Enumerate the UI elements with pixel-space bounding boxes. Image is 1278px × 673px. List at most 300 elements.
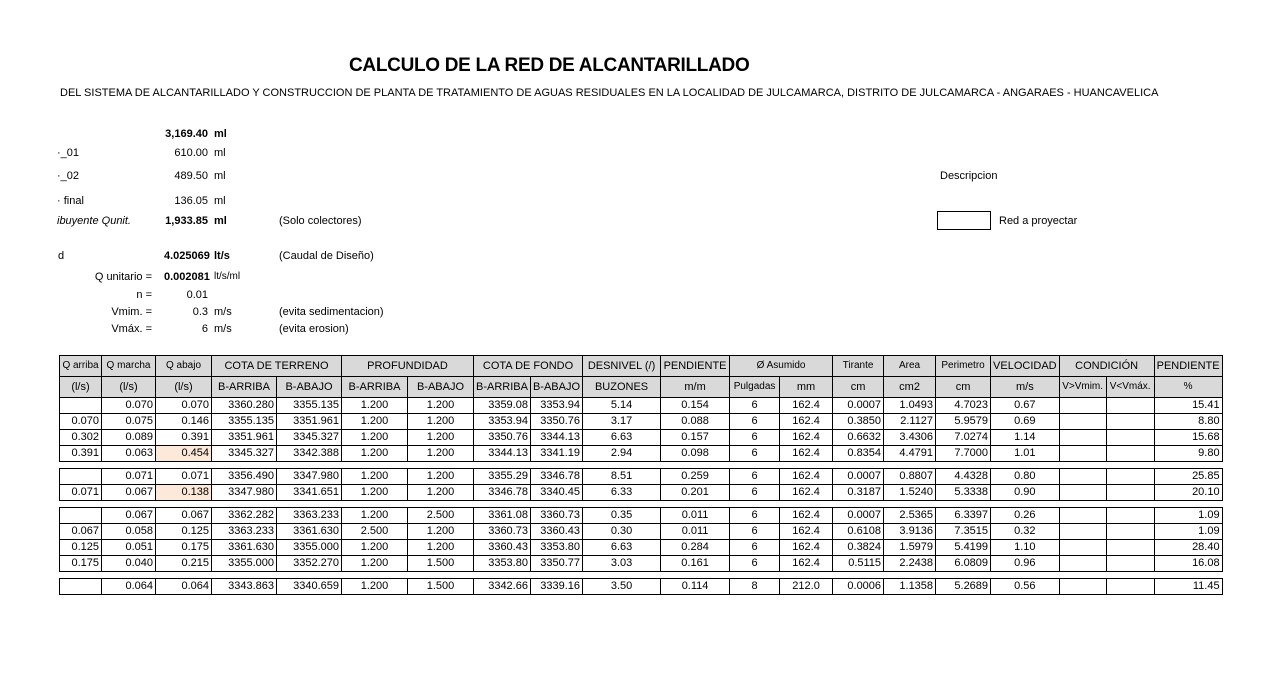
table-cell: 3340.45 xyxy=(530,485,582,501)
table-cell: 1.200 xyxy=(342,446,408,462)
legend-swatch xyxy=(937,211,991,230)
vmin-value: 0.3 xyxy=(192,306,208,318)
table-cell xyxy=(1106,579,1154,595)
table-cell: 3360.280 xyxy=(212,398,277,414)
table-cell: 2.1127 xyxy=(884,414,936,430)
table-cell: 0.070 xyxy=(60,414,102,430)
separator-cell xyxy=(156,462,212,469)
table-cell: 6 xyxy=(730,556,780,572)
separator-cell xyxy=(277,501,342,508)
table-cell: 5.2689 xyxy=(936,579,991,595)
table-cell: 1.200 xyxy=(342,540,408,556)
table-cell: 6 xyxy=(730,430,780,446)
table-cell: 3351.961 xyxy=(277,414,342,430)
table-cell: 0.011 xyxy=(661,508,730,524)
separator-cell xyxy=(991,501,1060,508)
separator-cell xyxy=(1154,462,1222,469)
col-pendiente: PENDIENTE xyxy=(661,356,730,377)
caudal-note: (Caudal de Diseño) xyxy=(279,250,374,262)
table-cell: 3355.000 xyxy=(212,556,277,572)
table-cell: 2.94 xyxy=(583,446,661,462)
separator-cell xyxy=(408,501,474,508)
table-cell: 1.200 xyxy=(342,430,408,446)
table-cell: 0.125 xyxy=(60,540,102,556)
table-cell: 1.09 xyxy=(1154,524,1222,540)
table-row xyxy=(60,556,1223,572)
separator-cell xyxy=(936,462,991,469)
table-cell xyxy=(1059,446,1106,462)
unit-header-cell: V>Vmim. xyxy=(1059,377,1106,398)
table-cell: 3356.490 xyxy=(212,469,277,485)
header-row-2 xyxy=(60,377,1223,398)
table-cell: 1.14 xyxy=(991,430,1060,446)
table-cell: 0.5115 xyxy=(833,556,884,572)
separator-cell xyxy=(474,501,531,508)
separator-cell xyxy=(1059,572,1106,579)
colector-02-value: 489.50 xyxy=(174,170,208,182)
table-cell: 1.200 xyxy=(408,524,474,540)
table-cell: 0.32 xyxy=(991,524,1060,540)
colector-02-unit: ml xyxy=(214,170,226,182)
separator-cell xyxy=(277,572,342,579)
table-cell: 0.154 xyxy=(661,398,730,414)
total-length-value: 3,169.40 xyxy=(165,128,208,140)
table-cell: 1.200 xyxy=(408,414,474,430)
table-cell: 6.63 xyxy=(583,430,661,446)
separator-cell xyxy=(1106,572,1154,579)
separator-cell xyxy=(780,572,833,579)
table-cell xyxy=(1106,485,1154,501)
caudal-unit: lt/s xyxy=(214,250,230,262)
table-cell: 8.80 xyxy=(1154,414,1222,430)
table-cell: 0.284 xyxy=(661,540,730,556)
table-cell: 3344.13 xyxy=(474,446,531,462)
separator-cell xyxy=(277,462,342,469)
table-cell: 0.0007 xyxy=(833,398,884,414)
table-cell: 1.200 xyxy=(408,446,474,462)
table-cell: 20.10 xyxy=(1154,485,1222,501)
col-perimetro: Perimetro xyxy=(936,356,991,377)
separator-cell xyxy=(1106,501,1154,508)
col-tirante: Tirante xyxy=(833,356,884,377)
unit-header-cell: B-ABAJO xyxy=(277,377,342,398)
table-cell: 3359.08 xyxy=(474,398,531,414)
table-cell: 3341.651 xyxy=(277,485,342,501)
table-cell xyxy=(60,469,102,485)
table-cell: 0.0006 xyxy=(833,579,884,595)
table-cell: 3360.73 xyxy=(530,508,582,524)
table-cell xyxy=(1106,398,1154,414)
table-cell: 6 xyxy=(730,508,780,524)
table-cell: 162.4 xyxy=(780,414,833,430)
table-cell: 3352.270 xyxy=(277,556,342,572)
table-cell: 0.80 xyxy=(991,469,1060,485)
table-cell: 0.070 xyxy=(102,398,156,414)
contributing-label: ibuyente Qunit. xyxy=(57,215,131,227)
table-cell: 0.259 xyxy=(661,469,730,485)
table-cell: 1.200 xyxy=(342,485,408,501)
unit-header-cell: (l/s) xyxy=(60,377,102,398)
final-value: 136.05 xyxy=(174,195,208,207)
contributing-note: (Solo colectores) xyxy=(279,215,362,227)
table-cell: 0.175 xyxy=(60,556,102,572)
table-cell: 1.0493 xyxy=(884,398,936,414)
col-velocidad: VELOCIDAD xyxy=(991,356,1060,377)
table-cell: 1.200 xyxy=(342,508,408,524)
table-cell xyxy=(1059,508,1106,524)
table-cell: 3361.630 xyxy=(212,540,277,556)
table-cell: 6 xyxy=(730,398,780,414)
qunit-value: 0.002081 xyxy=(164,271,210,283)
colector-01-label: ·_01 xyxy=(57,147,80,159)
table-cell: 0.114 xyxy=(661,579,730,595)
separator-cell xyxy=(884,572,936,579)
separator-cell xyxy=(730,572,780,579)
separator-cell xyxy=(991,462,1060,469)
table-cell: 0.69 xyxy=(991,414,1060,430)
separator-cell xyxy=(730,501,780,508)
table-cell: 162.4 xyxy=(780,556,833,572)
table-cell: 0.071 xyxy=(102,469,156,485)
calculation-table xyxy=(59,355,1223,595)
table-cell: 1.200 xyxy=(342,414,408,430)
table-cell: 0.067 xyxy=(102,485,156,501)
separator-cell xyxy=(583,462,661,469)
table-cell xyxy=(1059,398,1106,414)
table-cell: 0.96 xyxy=(991,556,1060,572)
table-cell: 0.067 xyxy=(156,508,212,524)
table-cell xyxy=(1106,430,1154,446)
table-cell: 1.200 xyxy=(408,540,474,556)
table-cell: 1.5240 xyxy=(884,485,936,501)
table-cell: 3350.76 xyxy=(530,414,582,430)
table-cell: 3346.78 xyxy=(474,485,531,501)
table-cell: 162.4 xyxy=(780,469,833,485)
table-cell: 0.215 xyxy=(156,556,212,572)
separator-cell xyxy=(60,501,102,508)
table-cell: 0.0007 xyxy=(833,469,884,485)
table-cell: 2.5365 xyxy=(884,508,936,524)
table-cell: 162.4 xyxy=(780,446,833,462)
table-cell: 3363.233 xyxy=(277,508,342,524)
separator-cell xyxy=(884,501,936,508)
table-cell: 0.35 xyxy=(583,508,661,524)
table-row xyxy=(60,398,1223,414)
table-cell: 3355.29 xyxy=(474,469,531,485)
table-cell: 3363.233 xyxy=(212,524,277,540)
separator-cell xyxy=(212,462,277,469)
table-cell: 3347.980 xyxy=(277,469,342,485)
table-cell: 1.200 xyxy=(342,556,408,572)
separator-cell xyxy=(833,462,884,469)
unit-header-cell: % xyxy=(1154,377,1222,398)
separator-cell xyxy=(342,572,408,579)
table-cell: 5.4199 xyxy=(936,540,991,556)
table-cell: 1.1358 xyxy=(884,579,936,595)
table-cell: 1.01 xyxy=(991,446,1060,462)
table-cell: 0.064 xyxy=(102,579,156,595)
header-row-1 xyxy=(60,356,1223,377)
caudal-label: d xyxy=(58,250,65,262)
table-cell: 15.68 xyxy=(1154,430,1222,446)
table-cell: 3355.135 xyxy=(212,414,277,430)
table-cell: 6 xyxy=(730,414,780,430)
separator-cell xyxy=(474,572,531,579)
table-cell: 0.6632 xyxy=(833,430,884,446)
table-cell: 0.3187 xyxy=(833,485,884,501)
qunit-label: Q unitario = xyxy=(94,271,152,283)
page-title: CALCULO DE LA RED DE ALCANTARILLADO xyxy=(349,55,750,76)
separator-cell xyxy=(1154,501,1222,508)
table-cell: 3346.78 xyxy=(530,469,582,485)
table-cell: 3362.282 xyxy=(212,508,277,524)
vmin-label: Vmim. = xyxy=(111,306,152,318)
table-cell: 5.14 xyxy=(583,398,661,414)
table-cell: 6.0809 xyxy=(936,556,991,572)
table-cell: 0.67 xyxy=(991,398,1060,414)
separator-cell xyxy=(530,462,582,469)
table-cell xyxy=(1059,579,1106,595)
table-cell xyxy=(60,579,102,595)
table-cell: 3353.94 xyxy=(530,398,582,414)
table-cell: 0.063 xyxy=(102,446,156,462)
separator-cell xyxy=(408,572,474,579)
table-cell: 0.071 xyxy=(60,485,102,501)
table-cell: 9.80 xyxy=(1154,446,1222,462)
table-cell: 1.5979 xyxy=(884,540,936,556)
separator-cell xyxy=(156,501,212,508)
unit-header-cell: BUZONES xyxy=(583,377,661,398)
table-cell: 0.6108 xyxy=(833,524,884,540)
table-cell: 0.138 xyxy=(156,485,212,501)
table-cell: 6 xyxy=(730,469,780,485)
separator-cell xyxy=(730,462,780,469)
unit-header-cell: m/m xyxy=(661,377,730,398)
col-profundidad: PROFUNDIDAD xyxy=(342,356,474,377)
separator-cell xyxy=(60,462,102,469)
table-cell: 0.064 xyxy=(156,579,212,595)
separator-cell xyxy=(661,572,730,579)
table-cell: 3350.76 xyxy=(474,430,531,446)
unit-header-cell: (l/s) xyxy=(102,377,156,398)
table-row xyxy=(60,469,1223,485)
table-cell: 3360.43 xyxy=(530,524,582,540)
table-cell: 1.200 xyxy=(408,430,474,446)
table-cell: 3351.961 xyxy=(212,430,277,446)
separator-cell xyxy=(408,462,474,469)
separator-cell xyxy=(936,572,991,579)
unit-header-cell: B-ABAJO xyxy=(530,377,582,398)
group-separator xyxy=(60,462,1223,469)
table-cell xyxy=(1106,508,1154,524)
unit-header-cell: B-ARRIBA xyxy=(212,377,277,398)
vmax-label: Vmáx. = xyxy=(111,323,152,335)
table-cell: 162.4 xyxy=(780,540,833,556)
table-cell: 0.040 xyxy=(102,556,156,572)
vmax-unit: m/s xyxy=(214,323,232,335)
table-row xyxy=(60,524,1223,540)
table-cell: 6.3397 xyxy=(936,508,991,524)
table-cell: 1.200 xyxy=(408,485,474,501)
unit-header-cell: (l/s) xyxy=(156,377,212,398)
table-cell: 0.088 xyxy=(661,414,730,430)
table-cell: 0.8354 xyxy=(833,446,884,462)
table-cell: 0.90 xyxy=(991,485,1060,501)
col-diametro: Ø Asumido xyxy=(730,356,833,377)
table-cell: 0.391 xyxy=(156,430,212,446)
table-cell: 0.067 xyxy=(102,508,156,524)
table-cell: 1.200 xyxy=(342,469,408,485)
table-cell: 3.50 xyxy=(583,579,661,595)
table-cell: 162.4 xyxy=(780,430,833,446)
table-cell xyxy=(1106,556,1154,572)
table-cell xyxy=(1106,469,1154,485)
unit-header-cell: Pulgadas xyxy=(730,377,780,398)
table-cell: 0.56 xyxy=(991,579,1060,595)
table-cell: 3341.19 xyxy=(530,446,582,462)
vmin-note: (evita sedimentacion) xyxy=(279,306,384,318)
table-cell: 11.45 xyxy=(1154,579,1222,595)
separator-cell xyxy=(780,501,833,508)
table-cell: 3353.80 xyxy=(474,556,531,572)
final-label: · final xyxy=(57,195,84,207)
table-cell xyxy=(1059,414,1106,430)
table-cell: 0.175 xyxy=(156,540,212,556)
table-cell: 2.2438 xyxy=(884,556,936,572)
table-cell xyxy=(1059,524,1106,540)
table-body xyxy=(60,398,1223,595)
table-cell: 3355.000 xyxy=(277,540,342,556)
table-cell xyxy=(1106,524,1154,540)
col-desnivel: DESNIVEL (/) xyxy=(583,356,661,377)
table-cell: 162.4 xyxy=(780,398,833,414)
table-row xyxy=(60,579,1223,595)
table-cell xyxy=(60,508,102,524)
n-label: n = xyxy=(136,289,152,301)
unit-header-cell: cm xyxy=(833,377,884,398)
table-cell: 162.4 xyxy=(780,524,833,540)
table-cell xyxy=(60,398,102,414)
table-cell: 3353.94 xyxy=(474,414,531,430)
table-cell: 5.9579 xyxy=(936,414,991,430)
qunit-unit: lt/s/ml xyxy=(214,271,241,282)
table-row xyxy=(60,446,1223,462)
separator-cell xyxy=(936,501,991,508)
table-cell: 0.3850 xyxy=(833,414,884,430)
separator-cell xyxy=(156,572,212,579)
page-subtitle: DEL SISTEMA DE ALCANTARILLADO Y CONSTRUCCION DE PLANTA DE TRATAMIENTO DE AGUAS RESIDUALES EN LA LOCALIDAD DE JULCAMARCA, DISTRITO DE JULCAMARCA - ANGARAES - HUANCAVELICA xyxy=(60,87,1159,99)
table-cell: 0.067 xyxy=(60,524,102,540)
separator-cell xyxy=(102,462,156,469)
unit-header-cell: B-ARRIBA xyxy=(474,377,531,398)
col-q-abajo: Q abajo xyxy=(156,356,212,377)
table-cell: 7.0274 xyxy=(936,430,991,446)
table-cell xyxy=(1106,414,1154,430)
table-cell: 3344.13 xyxy=(530,430,582,446)
separator-cell xyxy=(833,501,884,508)
table-cell: 2.500 xyxy=(342,524,408,540)
table-cell: 4.7023 xyxy=(936,398,991,414)
table-cell: 3.9136 xyxy=(884,524,936,540)
separator-cell xyxy=(884,462,936,469)
table-cell: 3340.659 xyxy=(277,579,342,595)
table-cell: 0.011 xyxy=(661,524,730,540)
separator-cell xyxy=(780,462,833,469)
table-cell: 3339.16 xyxy=(530,579,582,595)
table-cell: 3342.388 xyxy=(277,446,342,462)
table-cell xyxy=(1059,485,1106,501)
table-cell: 8 xyxy=(730,579,780,595)
table-cell: 3350.77 xyxy=(530,556,582,572)
table-cell: 3355.135 xyxy=(277,398,342,414)
table-cell: 1.500 xyxy=(408,556,474,572)
table-cell: 0.157 xyxy=(661,430,730,446)
unit-header-cell: mm xyxy=(780,377,833,398)
col-pendiente-pct: PENDIENTE xyxy=(1154,356,1222,377)
table-cell: 162.4 xyxy=(780,508,833,524)
table-cell: 3353.80 xyxy=(530,540,582,556)
table-cell: 212.0 xyxy=(780,579,833,595)
group-separator xyxy=(60,572,1223,579)
table-row xyxy=(60,540,1223,556)
table-cell: 0.30 xyxy=(583,524,661,540)
table-cell xyxy=(1106,446,1154,462)
colector-01-value: 610.00 xyxy=(174,147,208,159)
col-condicion: CONDICIÓN xyxy=(1059,356,1154,377)
table-cell: 1.09 xyxy=(1154,508,1222,524)
colector-01-unit: ml xyxy=(214,147,226,159)
table-cell xyxy=(1059,556,1106,572)
col-cota-terreno: COTA DE TERRENO xyxy=(212,356,342,377)
table-row xyxy=(60,414,1223,430)
unit-header-cell: cm2 xyxy=(884,377,936,398)
separator-cell xyxy=(1154,572,1222,579)
table-cell: 6 xyxy=(730,524,780,540)
separator-cell xyxy=(212,501,277,508)
table-cell: 3343.863 xyxy=(212,579,277,595)
separator-cell xyxy=(530,501,582,508)
table-cell: 0.302 xyxy=(60,430,102,446)
table-cell: 25.85 xyxy=(1154,469,1222,485)
table-cell: 3.03 xyxy=(583,556,661,572)
table-cell: 3360.73 xyxy=(474,524,531,540)
table-row xyxy=(60,430,1223,446)
table-cell: 4.4791 xyxy=(884,446,936,462)
table-cell: 0.070 xyxy=(156,398,212,414)
table-cell: 16.08 xyxy=(1154,556,1222,572)
separator-cell xyxy=(833,572,884,579)
separator-cell xyxy=(1059,501,1106,508)
legend-item-label: Red a proyectar xyxy=(999,215,1078,227)
table-cell: 15.41 xyxy=(1154,398,1222,414)
table-cell: 1.10 xyxy=(991,540,1060,556)
table-cell: 28.40 xyxy=(1154,540,1222,556)
table-cell: 3361.08 xyxy=(474,508,531,524)
table-cell: 0.058 xyxy=(102,524,156,540)
table-cell: 3345.327 xyxy=(212,446,277,462)
group-separator xyxy=(60,501,1223,508)
table-cell: 0.454 xyxy=(156,446,212,462)
vmax-value: 6 xyxy=(201,323,208,335)
table-cell: 4.4328 xyxy=(936,469,991,485)
table-cell: 6 xyxy=(730,446,780,462)
separator-cell xyxy=(102,572,156,579)
caudal-value: 4.025069 xyxy=(164,250,210,262)
separator-cell xyxy=(991,572,1060,579)
col-q-marcha: Q marcha xyxy=(102,356,156,377)
table-cell: 0.0007 xyxy=(833,508,884,524)
separator-cell xyxy=(60,572,102,579)
